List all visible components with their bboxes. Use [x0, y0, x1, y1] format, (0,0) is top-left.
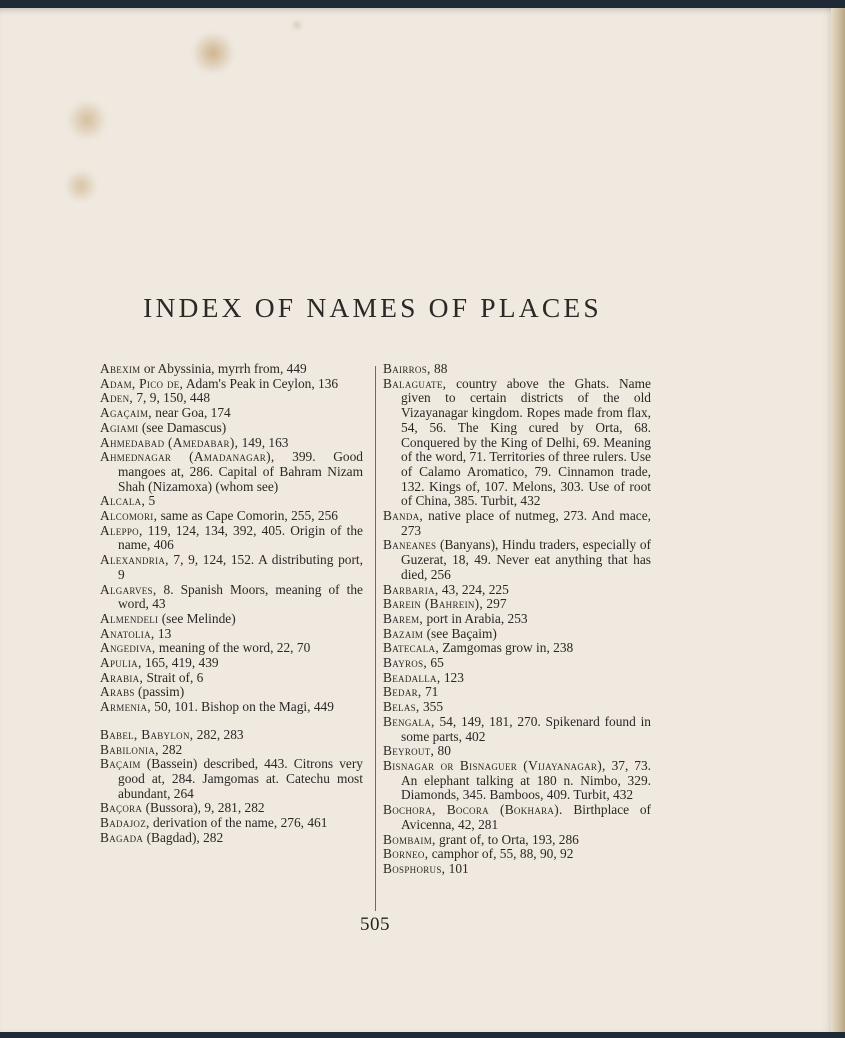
- index-entry: [100, 700, 363, 715]
- index-entry: [100, 494, 363, 509]
- index-entry: [100, 421, 363, 436]
- index-references: 8. Spanish Moors, meaning of the word, 43: [118, 581, 363, 612]
- index-references: 5: [145, 493, 156, 509]
- index-entry: [100, 671, 363, 686]
- index-references: 13: [154, 625, 172, 641]
- index-entry: [383, 362, 651, 377]
- page-number: 505: [360, 914, 390, 935]
- foxing-stain: [292, 20, 302, 30]
- index-references: (see Baçaim): [423, 625, 497, 641]
- index-references: country above the Ghats. Name given to certain districts of the old Vizayanagar kingdom. Ropes made from flax, 54, 56. The King cured by Orta, 68. Conquered by the King of Delhi, 69. Meaning of the word, 71. Territories of three rulers. Use of Calamo Aromatico, 79. Cinnamon trade, 132. Kings of, 107. Melons, 303. Use of root of China, 385. Turbit, 432: [401, 375, 651, 509]
- index-headword: Bagada: [100, 829, 144, 845]
- index-references: camphor of, 55, 88, 90, 92: [428, 846, 574, 862]
- index-entry: [100, 757, 363, 801]
- index-entry: [100, 627, 363, 642]
- foxing-stain: [190, 33, 236, 73]
- index-entry: [100, 816, 363, 831]
- index-entry: [383, 641, 651, 656]
- index-entry: [100, 391, 363, 406]
- index-headword: Borneo,: [383, 846, 429, 862]
- index-entry: [100, 524, 363, 553]
- index-column-right: [383, 362, 651, 877]
- index-entry: [100, 685, 363, 700]
- index-headword: Ahmedabad (Amedabar),: [100, 434, 239, 450]
- index-entry: [100, 656, 363, 671]
- page-title: INDEX OF NAMES OF PLACES: [143, 292, 602, 323]
- index-headword: Balaguate,: [383, 375, 447, 391]
- index-headword: Badajoz,: [100, 815, 150, 831]
- index-entry: [383, 538, 651, 582]
- index-references: or Abyssinia, myrrh from, 449: [140, 361, 307, 376]
- index-references: 123: [440, 669, 464, 685]
- index-entry: [383, 700, 651, 715]
- index-headword: Baneanes: [383, 537, 437, 553]
- index-references: 65: [427, 655, 444, 671]
- index-references: 71: [421, 684, 439, 700]
- index-headword: Alexandria,: [100, 552, 169, 568]
- foxing-stain: [66, 100, 108, 140]
- index-headword: Bombaim,: [383, 831, 436, 847]
- index-references: native place of nutmeg, 273. And mace, 273: [401, 508, 651, 538]
- index-headword: Bosphorus,: [383, 860, 446, 876]
- index-headword: Abexim: [100, 361, 141, 376]
- index-references: Adam's Peak in Ceylon, 136: [183, 375, 339, 391]
- index-entry: [383, 597, 651, 612]
- index-entry: [383, 685, 651, 700]
- index-references: port in Arabia, 253: [423, 610, 528, 626]
- index-references: 355: [419, 699, 444, 715]
- index-references: (Banyans), Hindu traders, especially of Guzerat, 18, 49. Never eat anything that has died, 256: [401, 537, 651, 582]
- index-headword: Bisnagar or Bisnaguer (Vijayanagar),: [383, 757, 606, 773]
- index-entry: [100, 743, 363, 758]
- index-references: (see Damascus): [138, 419, 227, 435]
- index-references: (see Melinde): [158, 610, 236, 626]
- index-entry: [383, 803, 651, 832]
- index-headword: Beadalla,: [383, 669, 441, 685]
- index-headword: Barein (Bahrein),: [383, 596, 484, 612]
- index-entry: [100, 612, 363, 627]
- index-headword: Banda,: [383, 508, 424, 524]
- index-entry: [383, 847, 651, 862]
- index-references: 165, 419, 439: [141, 655, 219, 671]
- index-headword: Apulia,: [100, 655, 142, 671]
- index-references: 50, 101. Bishop on the Magi, 449: [150, 699, 334, 715]
- index-headword: Aleppo,: [100, 522, 143, 538]
- index-headword: Arabs: [100, 684, 135, 700]
- index-entry: [100, 450, 363, 494]
- index-entry: [100, 377, 363, 392]
- index-headword: Anatolia,: [100, 625, 155, 641]
- index-entry: [383, 759, 651, 803]
- index-entry: [383, 627, 651, 642]
- index-references: 7, 9, 150, 448: [133, 390, 211, 406]
- index-entry: [383, 377, 651, 509]
- index-headword: Bairros,: [383, 361, 431, 376]
- index-references: derivation of the name, 276, 461: [149, 815, 328, 831]
- index-entry: [383, 656, 651, 671]
- index-references: grant of, to Orta, 193, 286: [435, 831, 579, 847]
- index-references: Zamgomas grow in, 238: [438, 640, 574, 656]
- index-headword: Alcomori,: [100, 508, 158, 524]
- index-entry: [100, 583, 363, 612]
- book-page: [0, 8, 839, 1032]
- index-entry: [100, 801, 363, 816]
- index-headword: Bazaim: [383, 625, 424, 641]
- index-entry: [383, 715, 651, 744]
- index-entry: [383, 612, 651, 627]
- index-headword: Agaçaim,: [100, 405, 152, 421]
- column-divider: [375, 366, 376, 911]
- index-headword: Ahmednagar (Amadanagar),: [100, 449, 275, 465]
- index-references: same as Cape Comorin, 255, 256: [157, 508, 338, 524]
- index-references: 149, 163: [238, 434, 289, 450]
- index-entry: [100, 406, 363, 421]
- index-entry: [383, 833, 651, 848]
- index-entry: [100, 553, 363, 582]
- index-references: (passim): [134, 684, 185, 700]
- index-references: 119, 124, 134, 392, 405. Origin of the name, 406: [118, 522, 363, 553]
- index-headword: Bayros,: [383, 655, 428, 671]
- index-references: 80: [434, 743, 451, 759]
- index-entry: [383, 671, 651, 686]
- index-entry: [383, 744, 651, 759]
- index-references: 43, 224, 225: [438, 581, 509, 597]
- index-headword: Baçaim: [100, 756, 141, 772]
- index-headword: Barbaria,: [383, 581, 439, 597]
- index-entry: [100, 831, 363, 846]
- index-headword: Aden,: [100, 390, 134, 406]
- index-headword: Bengala,: [383, 713, 435, 729]
- index-references: 88: [430, 361, 448, 376]
- index-headword: Babel, Babylon,: [100, 726, 194, 742]
- index-entry: [383, 509, 651, 538]
- index-headword: Beyrout,: [383, 743, 435, 759]
- index-references: meaning of the word, 22, 70: [155, 640, 311, 656]
- index-references: (Bagdad), 282: [143, 829, 224, 845]
- index-headword: Baçora: [100, 800, 143, 816]
- foxing-stain: [66, 168, 96, 204]
- index-entry: [100, 728, 363, 743]
- index-references: (Bussora), 9, 281, 282: [142, 800, 265, 816]
- index-entry: [100, 509, 363, 524]
- index-references: (Bassein) described, 443. Citrons very good at, 284. Jamgomas at. Catechu most abundant, 264: [118, 756, 363, 801]
- index-headword: Algarves,: [100, 581, 157, 597]
- index-references: 282, 283: [193, 726, 244, 742]
- index-headword: Armenia,: [100, 699, 151, 715]
- index-headword: Batecala,: [383, 640, 439, 656]
- index-references: 54, 149, 181, 270. Spikenard found in some parts, 402: [401, 713, 651, 744]
- index-references: near Goa, 174: [151, 405, 231, 421]
- index-entry: [383, 583, 651, 598]
- index-headword: Almendeli: [100, 610, 159, 626]
- index-headword: Barem,: [383, 610, 424, 626]
- index-entry: [100, 362, 363, 377]
- page-edge: [831, 8, 845, 1032]
- index-headword: Alcala,: [100, 493, 146, 509]
- index-references: 7, 9, 124, 152. A distributing port, 9: [118, 552, 363, 582]
- index-headword: Babilonia,: [100, 741, 159, 757]
- index-column-left: [100, 362, 363, 846]
- index-entry: [100, 641, 363, 656]
- index-references: Strait of, 6: [143, 669, 204, 685]
- index-entry: [100, 436, 363, 451]
- index-headword: Bochora, Bocora (Bokhara).: [383, 802, 563, 818]
- index-headword: Agiami: [100, 419, 139, 435]
- index-headword: Belas,: [383, 699, 420, 715]
- index-headword: Angediva,: [100, 640, 156, 656]
- index-references: 101: [445, 860, 469, 876]
- index-references: Birthplace of Avicenna, 42, 281: [401, 802, 651, 832]
- index-entry: [383, 862, 651, 877]
- index-headword: Bedar,: [383, 684, 422, 700]
- index-references: 37, 73. An elephant talking at 180 n. Nimbo, 329. Diamonds, 345. Bamboos, 409. Turbit, 432: [401, 757, 651, 803]
- index-references: 297: [483, 596, 507, 612]
- index-headword: Arabia,: [100, 669, 144, 685]
- index-references: 399. Good mangoes at, 286. Capital of Bahram Nizam Shah (Nizamoxa) (whom see): [118, 449, 364, 494]
- index-headword: Adam, Pico de,: [100, 375, 184, 391]
- index-references: 282: [158, 741, 183, 757]
